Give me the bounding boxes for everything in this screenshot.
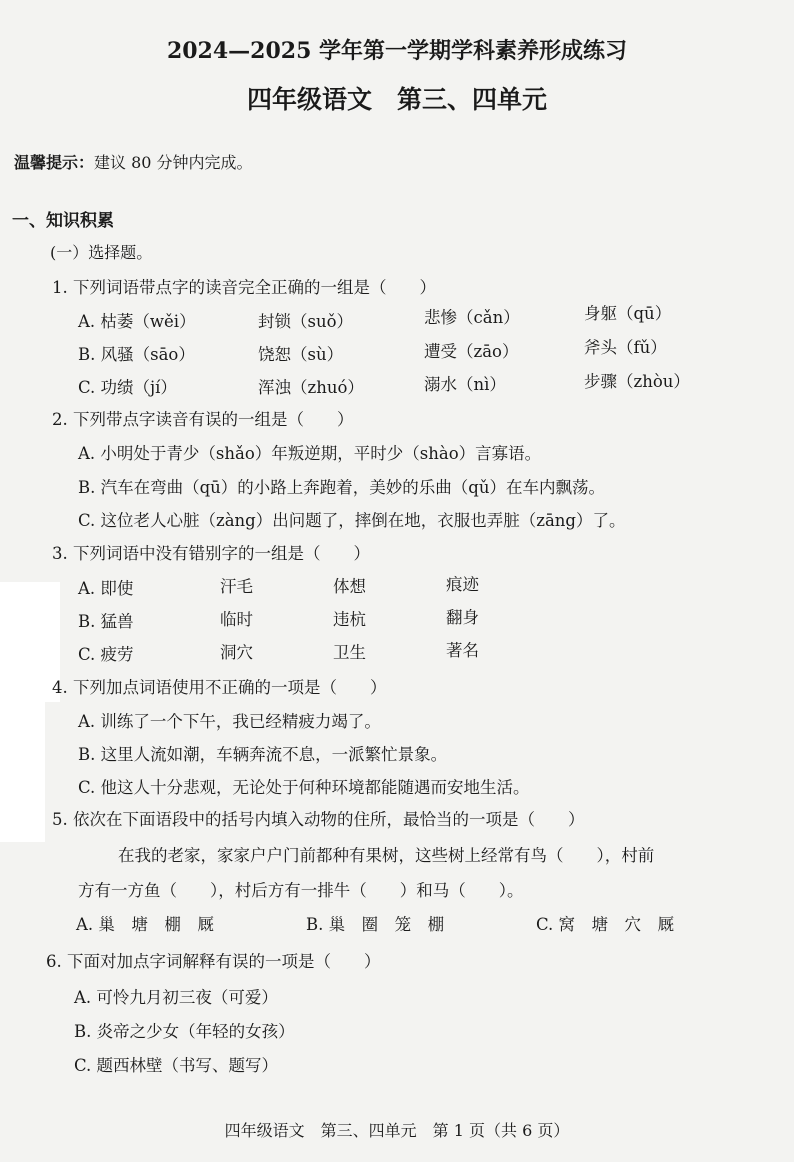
q3-cell: 汗毛 [220,577,253,596]
exam-subtitle: 四年级语文 第三、四单元 [246,85,547,114]
scan-margin-patch [0,582,60,702]
question-6-stem: 6. 下面对加点字词解释有误的一项是（ ） [46,952,381,971]
part-title: (一）选择题。 [50,243,153,262]
q5-paragraph-line-1: 在我的老家，家家户户门前都种有果树，这些树上经常有鸟（ ），村前 [118,846,655,865]
q1-cell: 步骤（zhòu） [584,372,690,391]
question-3-stem: 3. 下列词语中没有错别字的一组是（ ） [52,544,370,563]
exam-title: 2024—2025 学年第一学期学科素养形成练习 [166,38,628,64]
q2-option-b: B. 汽车在弯曲（qū）的小路上奔跑着，美妙的乐曲（qǔ）在车内飘荡。 [78,478,605,497]
q2-option-c: C. 这位老人心脏（zàng）出问题了，摔倒在地，衣服也弄脏（zāng）了。 [78,511,626,530]
q6-option-c: C. 题西林壁（书写、题写） [74,1056,279,1075]
q3-cell: 著名 [446,641,479,660]
section-title: 一、知识积累 [12,211,114,231]
q1-cell: 溺水（nì） [424,375,506,394]
q3-cell: 卫生 [333,643,366,662]
q4-option-a: A. 训练了一个下午，我已经精疲力竭了。 [78,712,381,731]
q1-cell: A. 枯萎（wěi） [78,312,196,331]
q3-cell: C. 疲劳 [78,645,134,664]
question-1-stem: 1. 下列词语带点字的读音完全正确的一组是（ ） [52,278,436,297]
q3-cell: 痕迹 [446,575,479,594]
q5-option-b: B. 巢 圈 笼 棚 [306,915,445,934]
q3-cell: 翻身 [446,608,479,627]
q1-cell: 封锁（suǒ） [258,312,354,331]
q6-option-b: B. 炎帝之少女（年轻的女孩） [74,1022,295,1041]
q4-option-b: B. 这里人流如潮，车辆奔流不息，一派繁忙景象。 [78,745,448,764]
question-5-stem: 5. 依次在下面语段中的括号内填入动物的住所，最恰当的一项是（ ） [52,810,585,829]
q1-cell: 悲惨（cǎn） [424,308,520,327]
q1-cell: 身躯（qū） [584,304,672,323]
page-footer: 四年级语文 第三、四单元 第 1 页（共 6 页） [224,1121,570,1140]
q2-option-a: A. 小明处于青少（shǎo）年叛逆期，平时少（shào）言寡语。 [78,444,542,463]
tip-label: 温馨提示： [14,153,95,172]
scan-margin-patch [0,702,45,842]
q6-option-a: A. 可怜九月初三夜（可爱） [74,988,278,1007]
q1-cell: C. 功绩（jí） [78,378,177,397]
q3-cell: A. 即使 [78,579,134,598]
question-2-stem: 2. 下列带点字读音有误的一组是（ ） [52,410,354,429]
question-4-stem: 4. 下列加点词语使用不正确的一项是（ ） [52,678,387,697]
tip-text: 建议 80 分钟内完成。 [94,153,253,172]
q3-cell: B. 猛兽 [78,612,134,631]
q1-cell: B. 风骚（sāo） [78,345,195,364]
q5-option-a: A. 巢 塘 棚 厩 [76,915,214,934]
q1-cell: 斧头（fǔ） [584,338,667,357]
q3-cell: 体想 [333,577,366,596]
q1-cell: 浑浊（zhuó） [258,378,364,397]
q3-cell: 违杭 [333,610,366,629]
q1-cell: 遭受（zāo） [424,342,519,361]
q3-cell: 洞穴 [220,643,253,662]
tip [14,150,253,173]
q5-paragraph-line-2: 方有一方鱼（ ），村后方有一排牛（ ）和马（ ）。 [78,881,524,900]
q3-cell: 临时 [220,610,253,629]
q1-cell: 饶恕（sù） [258,345,344,364]
q5-option-c: C. 窝 塘 穴 厩 [536,915,675,934]
q4-option-c: C. 他这人十分悲观，无论处于何种环境都能随遇而安地生活。 [78,778,530,797]
